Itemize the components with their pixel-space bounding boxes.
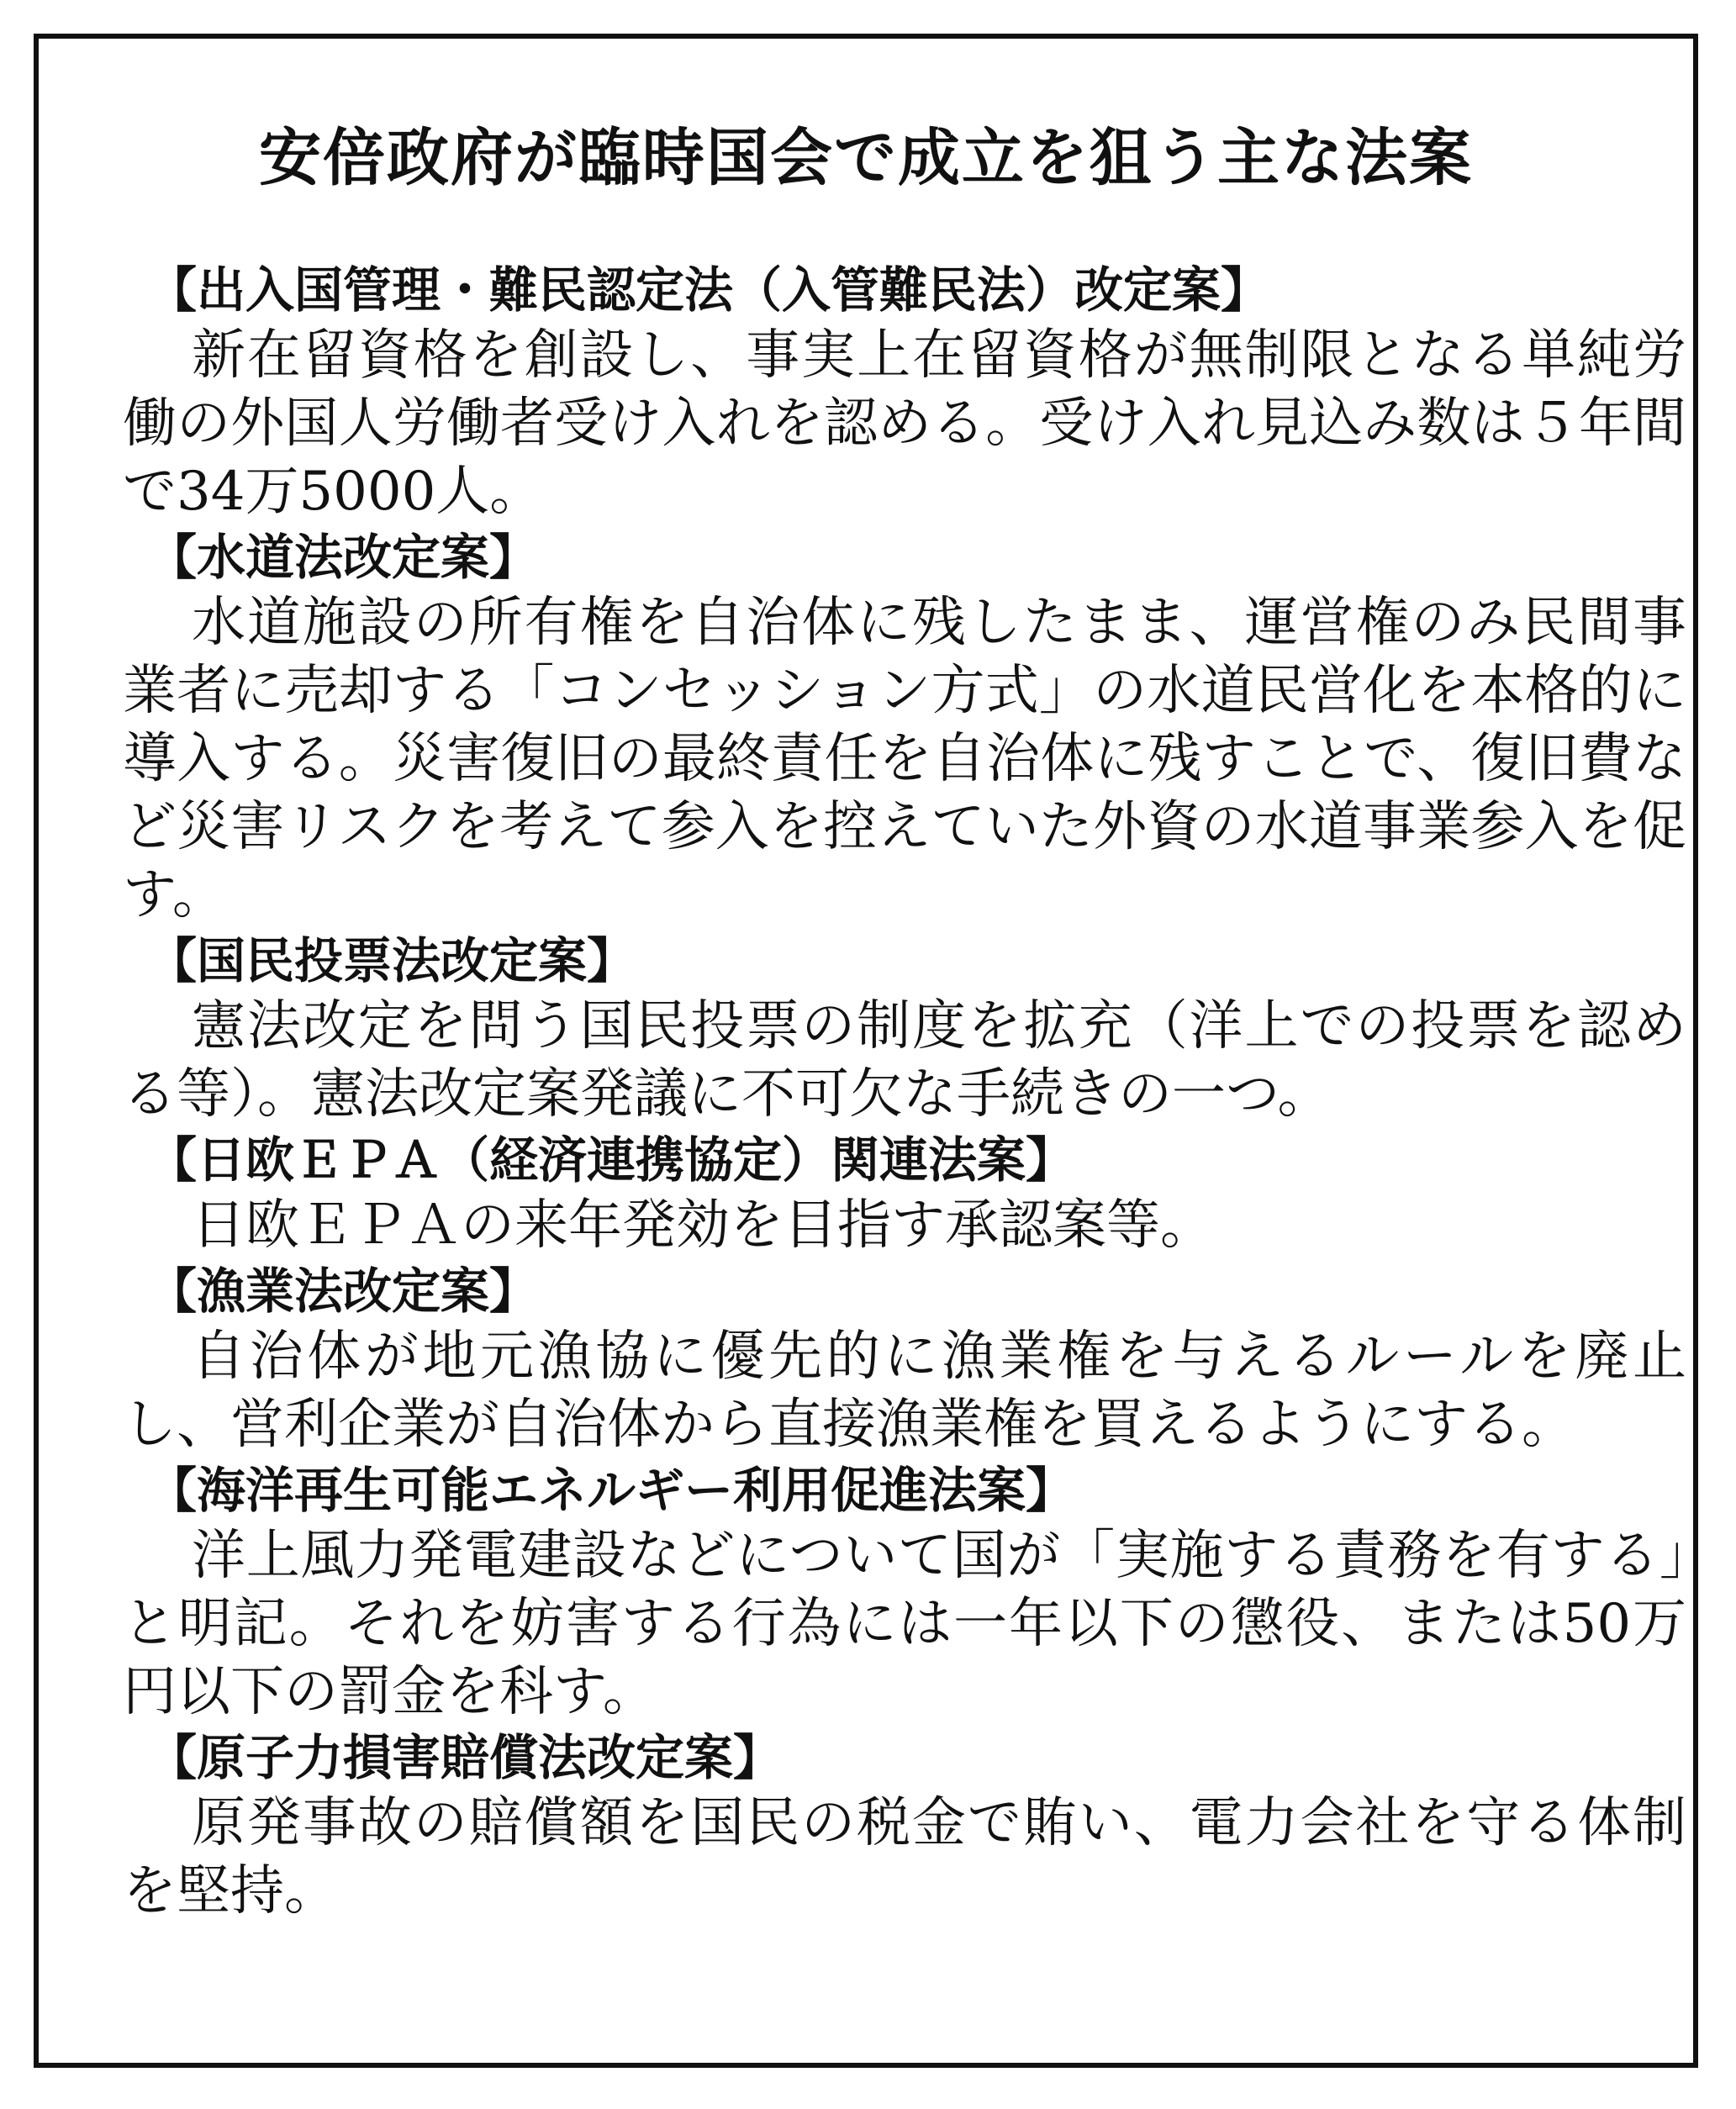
section-body: 憲法改定を問う国民投票の制度を拡充（洋上での投票を認める等）。憲法改定案発議に不可欠な手続きの一つ。 (123, 995, 1686, 1126)
section-water-law (123, 526, 1686, 930)
article-frame (34, 34, 1698, 2068)
section-heading: 【日欧ＥＰＡ（経済連携協定）関連法案】 (148, 1131, 1075, 1189)
section-nuclear-damages-law (123, 1727, 1686, 1926)
section-body: 原発事故の賠償額を国民の税金で賄い、電力会社を守る体制を堅持。 (123, 1792, 1686, 1922)
section-body: 洋上風力発電建設などについて国が「実施する責務を有する」と明記。それを妨害する行為には一年以下の懲役、または50万円以下の罰金を科す。 (123, 1525, 1686, 1723)
section-body: 新在留資格を創設し、事実上在留資格が無制限となる単純労働の外国人労働者受け入れを認める。受け入れ見込み数は５年間で34万5000人。 (123, 324, 1686, 523)
article-title: 安倍政府が臨時国会で成立を狙う主な法案 (259, 122, 1473, 194)
section-body: 日欧ＥＰＡの来年発効を目指す承認案等。 (192, 1194, 1214, 1257)
section-fishery-law (123, 1260, 1686, 1459)
section-referendum-law (123, 930, 1686, 1129)
section-heading: 【国民投票法改定案】 (148, 932, 636, 989)
section-immigration-law (123, 259, 1686, 526)
section-heading: 【水道法改定案】 (148, 529, 539, 586)
section-japan-eu-epa (123, 1129, 1686, 1260)
section-heading: 【漁業法改定案】 (148, 1263, 539, 1320)
section-heading: 【原子力損害賠償法改定案】 (148, 1729, 783, 1786)
section-heading: 【出入国管理・難民認定法（入管難民法）改定案】 (148, 261, 1270, 319)
article-content (123, 259, 1686, 1926)
section-heading: 【海洋再生可能エネルギー利用促進法案】 (148, 1462, 1075, 1519)
section-body: 水道施設の所有権を自治体に残したまま、運営権のみ民間事業者に売却する「コンセッション方式」の水道民営化を本格的に導入する。災害復旧の最終責任を自治体に残すことで、復旧費など災害リスクを考えて参入を控えていた外資の水道事業参入を促す。 (123, 592, 1686, 926)
section-body: 自治体が地元漁協に優先的に漁業権を与えるルールを廃止し、営利企業が自治体から直接漁業権を買えるようにする。 (123, 1326, 1686, 1456)
section-offshore-energy-law (123, 1459, 1686, 1727)
